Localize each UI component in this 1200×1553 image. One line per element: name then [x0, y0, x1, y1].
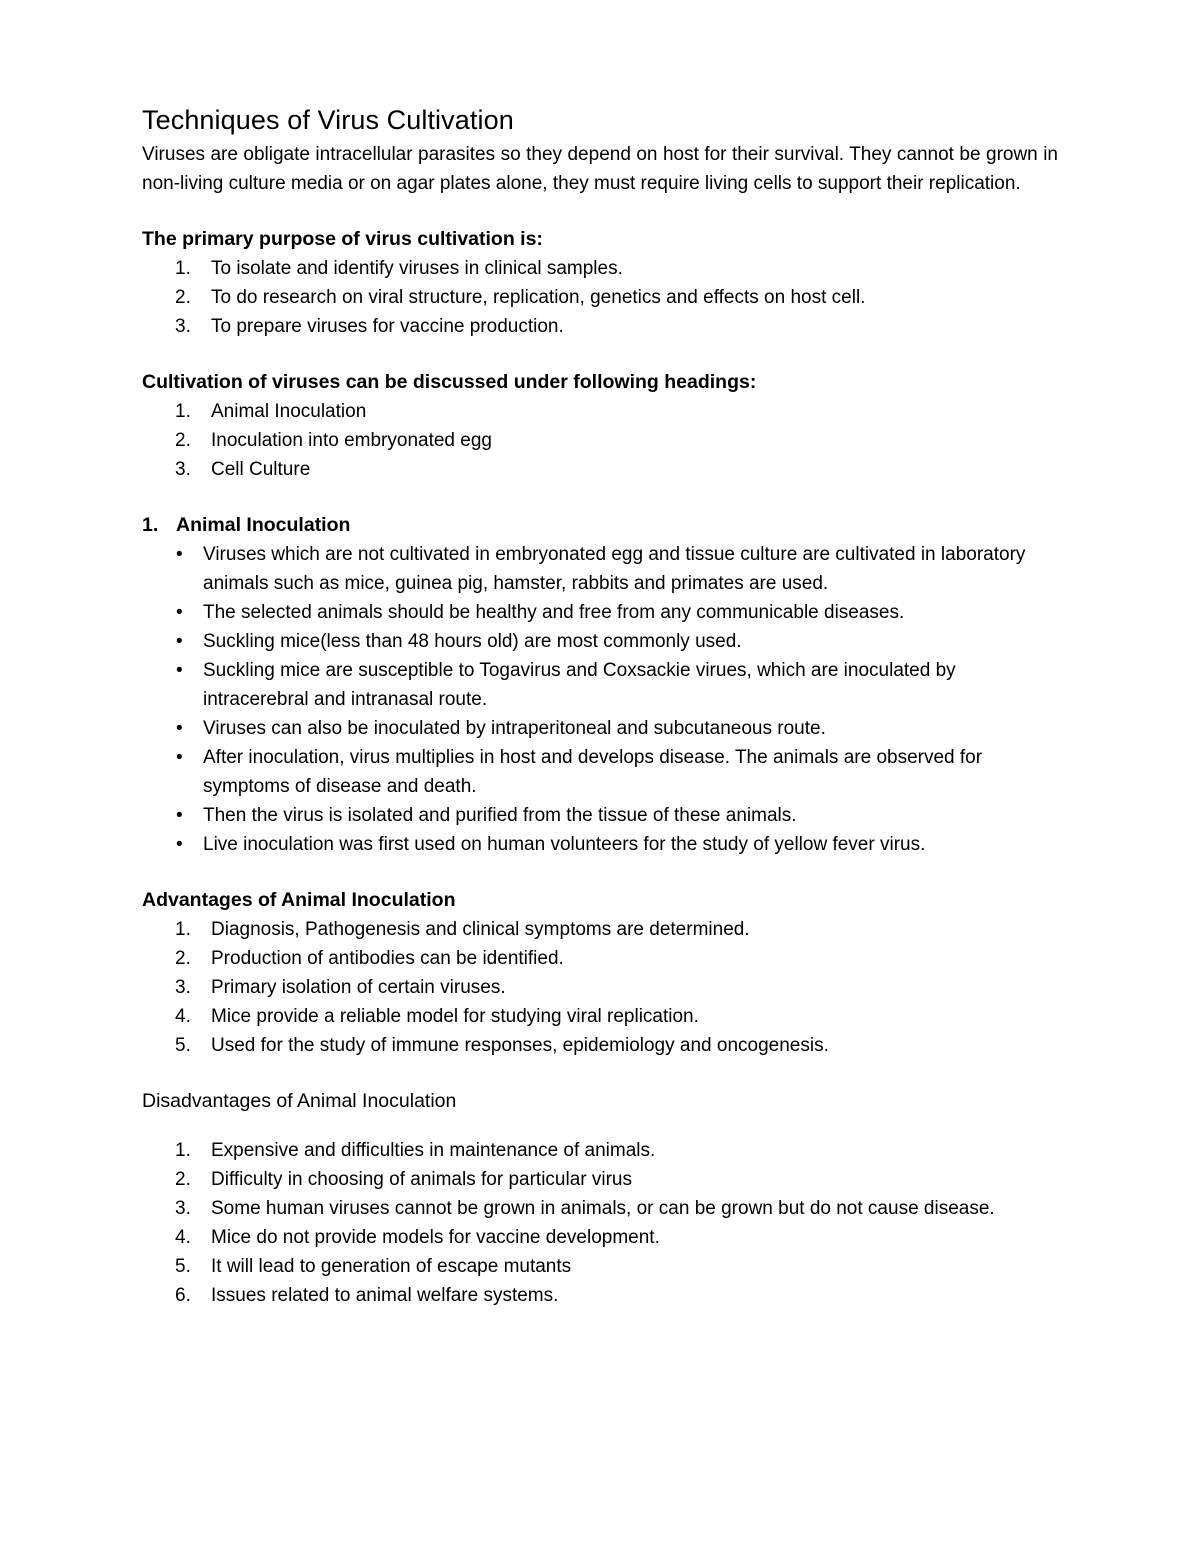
list-text: Cell Culture [211, 459, 311, 480]
list-text: Diagnosis, Pathogenesis and clinical symptoms are determined. [211, 919, 750, 940]
purpose-list [142, 254, 1058, 341]
list-number: 5. [175, 1256, 191, 1277]
list-text: To do research on viral structure, replication, genetics and effects on host cell. [211, 287, 866, 308]
list-number: 2. [175, 948, 191, 969]
list-item [142, 312, 1058, 341]
list-text: To isolate and identify viruses in clinical samples. [211, 258, 623, 279]
purpose-heading: The primary purpose of virus cultivation is: [142, 228, 543, 250]
list-number: 1. [175, 919, 191, 940]
list-number: 3. [175, 1198, 191, 1219]
document-page [142, 100, 1058, 1310]
list-text: Animal Inoculation [211, 401, 367, 422]
bullet-text: Live inoculation was first used on human volunteers for the study of yellow fever virus. [203, 834, 926, 855]
list-item [142, 283, 1058, 312]
bullet-icon: • [176, 805, 183, 826]
list-item [142, 944, 1058, 973]
list-item [142, 1281, 1058, 1310]
bullet-text: The selected animals should be healthy and free from any communicable diseases. [203, 602, 905, 623]
list-text: Some human viruses cannot be grown in animals, or can be grown but do not cause disease. [211, 1198, 995, 1219]
list-text: Issues related to animal welfare systems. [211, 1285, 559, 1306]
list-text: Mice do not provide models for vaccine development. [211, 1227, 660, 1248]
list-text: It will lead to generation of escape mutants [211, 1256, 572, 1277]
document-title: Techniques of Virus Cultivation [142, 105, 514, 135]
list-item [142, 915, 1058, 944]
bullet-icon: • [176, 834, 183, 855]
bullet-text: Viruses can also be inoculated by intraperitoneal and subcutaneous route. [203, 718, 826, 739]
bullet-text: Suckling mice are susceptible to Togavirus and Coxsackie virues, which are inoculated by intracerebral and intranasal route. [203, 660, 956, 710]
list-item [142, 426, 1058, 455]
list-number: 3. [175, 316, 191, 337]
bullet-item [142, 540, 1058, 598]
list-text: Expensive and difficulties in maintenance of animals. [211, 1140, 656, 1161]
list-number: 4. [175, 1006, 191, 1027]
list-number: 1. [175, 258, 191, 279]
bullet-text: Suckling mice(less than 48 hours old) are most commonly used. [203, 631, 742, 652]
list-text: Mice provide a reliable model for studying viral replication. [211, 1006, 699, 1027]
list-number: 1. [175, 401, 191, 422]
list-number: 6. [175, 1285, 191, 1306]
list-item [142, 1252, 1058, 1281]
list-item [142, 1136, 1058, 1165]
advantages-heading: Advantages of Animal Inoculation [142, 889, 456, 911]
bullet-item [142, 743, 1058, 801]
bullet-icon: • [176, 718, 183, 739]
list-number: 2. [175, 430, 191, 451]
animal-inoculation-list [142, 540, 1058, 859]
bullet-icon: • [176, 544, 183, 565]
list-text: Production of antibodies can be identified. [211, 948, 564, 969]
headings-list [142, 397, 1058, 484]
advantages-list [142, 915, 1058, 1060]
intro-paragraph: Viruses are obligate intracellular parasites so they depend on host for their survival. They cannot be grown in non-living culture media or on agar plates alone, they must require living cells to support their replication. [142, 144, 1058, 194]
list-text: Primary isolation of certain viruses. [211, 977, 506, 998]
list-number: 1. [175, 1140, 191, 1161]
animal-inoculation-heading [142, 511, 1058, 540]
bullet-item [142, 830, 1058, 859]
list-item [142, 1165, 1058, 1194]
list-number: 5. [175, 1035, 191, 1056]
list-number: 2. [175, 1169, 191, 1190]
section-number: 1. [142, 514, 159, 536]
disadvantages-list [142, 1136, 1058, 1310]
list-number: 2. [175, 287, 191, 308]
list-text: Used for the study of immune responses, epidemiology and oncogenesis. [211, 1035, 829, 1056]
bullet-icon: • [176, 660, 183, 681]
bullet-item [142, 627, 1058, 656]
bullet-icon: • [176, 631, 183, 652]
list-text: Difficulty in choosing of animals for particular virus [211, 1169, 632, 1190]
bullet-item [142, 801, 1058, 830]
list-text: To prepare viruses for vaccine production. [211, 316, 564, 337]
disadvantages-heading: Disadvantages of Animal Inoculation [142, 1090, 457, 1112]
bullet-text: After inoculation, virus multiplies in host and develops disease. The animals are observed for symptoms of disease and death. [203, 747, 983, 797]
list-item [142, 1194, 1058, 1223]
bullet-icon: • [176, 747, 183, 768]
bullet-item [142, 714, 1058, 743]
bullet-text: Then the virus is isolated and purified from the tissue of these animals. [203, 805, 797, 826]
list-item [142, 1223, 1058, 1252]
list-item [142, 1031, 1058, 1060]
list-item [142, 254, 1058, 283]
list-number: 4. [175, 1227, 191, 1248]
section-title: Animal Inoculation [176, 514, 351, 536]
list-item [142, 1002, 1058, 1031]
bullet-item [142, 598, 1058, 627]
bullet-text: Viruses which are not cultivated in embryonated egg and tissue culture are cultivated in laboratory animals such as mice, guinea pig, hamster, rabbits and primates are used. [203, 544, 1026, 594]
list-text: Inoculation into embryonated egg [211, 430, 492, 451]
list-number: 3. [175, 459, 191, 480]
list-item [142, 397, 1058, 426]
list-number: 3. [175, 977, 191, 998]
list-item [142, 973, 1058, 1002]
bullet-icon: • [176, 602, 183, 623]
list-item [142, 455, 1058, 484]
bullet-item [142, 656, 1058, 714]
headings-heading: Cultivation of viruses can be discussed under following headings: [142, 371, 757, 393]
